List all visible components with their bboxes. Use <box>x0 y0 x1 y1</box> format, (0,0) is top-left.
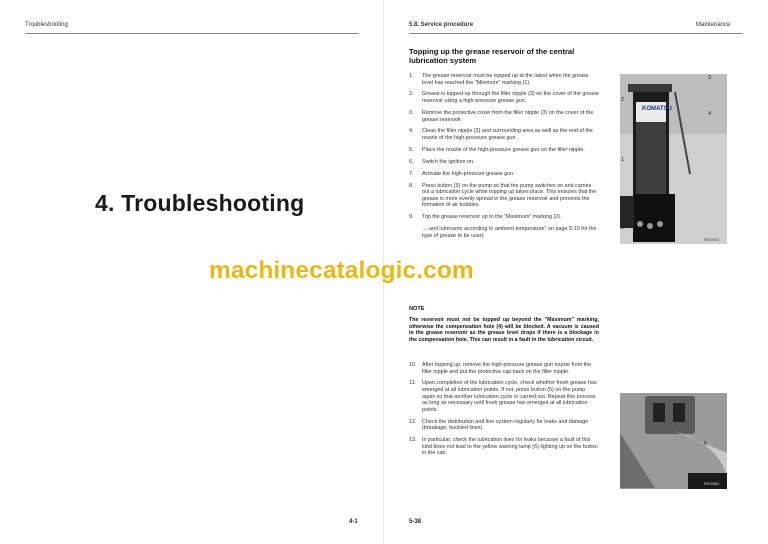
figure2-code: RR10563 <box>704 482 720 486</box>
list-item: 3. Remove the protective cover from the filler nipple (3) on the cover of the grease reservoir. <box>409 109 594 123</box>
list-item: 4. Clean the filler nipple (3) and surrounding area as well as the end of the nozzle of the high-pressure grease gun. <box>409 128 593 142</box>
right-page-number: 5-38 <box>409 519 422 525</box>
list-item: … and lubricants according to ambient temperature" on page 5-10 for the type of grease to be used. <box>422 226 597 239</box>
grease-pump-illustration <box>620 74 727 244</box>
list-item: 9. Top the grease reservoir up to the "Maximum" marking (2). <box>409 214 562 221</box>
callout-1: 1 <box>621 157 625 163</box>
list-item: 8. Press button (5) on the pump so that the pump switches on and carries out a lubrication cycle while topping up takes place. This ensures that the grease is more evenly spread in the grease reservoir and prevents the formation of air bubbles. <box>409 182 597 209</box>
right-header-title: Maintenance <box>696 22 731 28</box>
brand-label: KOMATSU <box>642 106 672 112</box>
list-item: 10. After topping up, remove the high-pressure grease gun nozzle from the filler nipple and put the protective cap back on the filler nipple. <box>409 362 592 375</box>
list-item: 2. Grease is topped up through the filler nipple (3) on the cover of the grease reservoir using a high-pressure grease gun. <box>409 91 599 105</box>
figure1-code: RR10553 <box>704 238 720 242</box>
steps-list-b <box>409 362 599 462</box>
note-text: The reservoir must not be topped up beyond the "Maximum" marking, otherwise the compensation hole (4) will be blocked. A vacuum is caused in the grease reservoir as the grease level drops if there is a blockage in the compensation hole. This can result in a fault in the lubrication circuit. <box>409 317 599 343</box>
callout-4: 4 <box>708 111 712 117</box>
steps-list-a <box>409 73 599 245</box>
left-header-rule <box>25 33 359 34</box>
callout-5: 5 <box>621 225 625 231</box>
watermark: machinecatalogic.com <box>209 257 474 284</box>
chapter-title: 4. Troubleshooting <box>95 190 305 216</box>
list-item: 1. The grease reservoir must be topped up at the latest when the grease level has reached the "Minimum" marking (1). <box>409 73 589 86</box>
list-item: 13. In particular, check the lubrication lines for leaks because a fault of this kind does not lead to the yellow warning lamp (6) lighting up on the button in the cab. <box>409 437 598 457</box>
left-page-number: 4-1 <box>349 519 358 525</box>
callout-6: 6 <box>704 441 708 447</box>
list-item: 5. Place the nozzle of the high-pressure grease gun on the filler nipple. <box>409 146 585 153</box>
right-header-section: 5.8. Service procedure <box>409 22 474 28</box>
grease-pump-photo <box>620 74 727 244</box>
left-header: Troubleshooting <box>25 22 68 28</box>
note-heading: NOTE <box>409 306 425 312</box>
cab-switch-illustration <box>620 393 727 489</box>
list-item: 11. Upon completion of the lubrication cycle, check whether fresh grease has emerged at all lubrication points. If not, press button (5) on the pump again so that another lubrication cycle is carried out. Repeat this process as long as necessary until fresh grease has emerged at all lubrication points. <box>409 380 597 413</box>
cab-switch-photo <box>620 393 727 489</box>
callout-3: 3 <box>708 75 712 81</box>
callout-2: 2 <box>621 97 625 103</box>
list-item: 12. Check the distribution and line system regularly for leaks and damage (breakage, buckled lines). <box>409 418 589 432</box>
right-header-rule <box>409 33 743 34</box>
list-item: 6. Switch the ignition on. <box>409 158 475 165</box>
section-title: Topping up the grease reservoir of the central lubrication system <box>409 47 575 65</box>
list-item: 7. Activate the high-pressure grease gun. <box>409 170 515 177</box>
